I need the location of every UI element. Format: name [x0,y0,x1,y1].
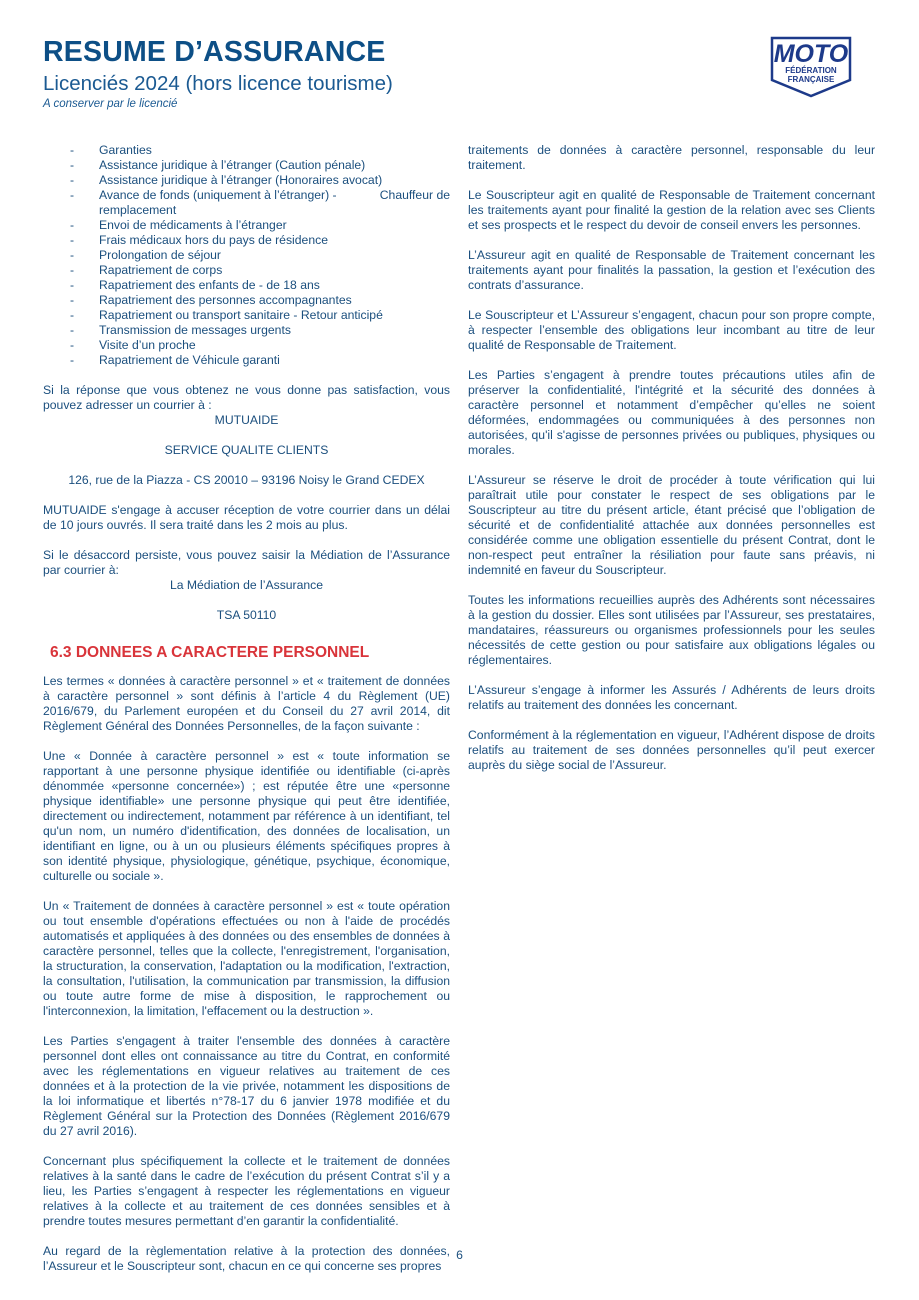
list-item: - Envoi de médicaments à l’étranger [43,218,450,233]
body-paragraph: Une « Donnée à caractère personnel » est « toute information se rapportant à une personne physique identifiée ou identifiable (ci-après dénommée «personne concernée») ; est réputée être une «personne physique identifiable» une personne physique qui peut être identifiée, directement ou indirectement, notamment par référence à un identifiant, tel qu'un nom, un numéro d'identification, des données de localisation, un identifiant en ligne, ou à un ou plusieurs éléments spécifiques propres à son identité physique, physiologique, génétique, psychique, économique, culturelle ou sociale ». [43,749,450,883]
address-line: SERVICE QUALITE CLIENTS [164,443,329,457]
body-paragraph: Au regard de la règlementation relative à la protection des données, l’Assureur et le Souscripteur sont, chacun en ce qui concerne ses propres [43,1244,450,1273]
list-item [43,188,450,218]
list-item: - Prolongation de séjour [43,248,450,263]
right-column [468,143,875,788]
list-item: - Garanties [43,143,450,158]
list-item: - Assistance juridique à l’étranger (Honoraires avocat) [43,173,450,188]
keep-note: A conserver par le licencié [43,98,178,110]
logo-line2-text: FRANÇAISE [787,75,835,84]
section-title: 6.3 DONNEES A CARACTERE PERSONNEL [50,644,370,661]
body-paragraph: Toutes les informations recueillies auprès des Adhérents sont nécessaires à la gestion du dossier. Elles sont utilisées par l’Assureur, ses prestataires, mandataires, réassureurs ou organismes professionnels pour les seules nécessités de cette gestion ou pour satisfaire aux obligations légales ou réglementaires. [468,593,875,667]
list-item: - Rapatriement de corps [43,263,450,278]
list-item: - Visite d’un proche [43,338,450,353]
list-item: - Transmission de messages urgents [43,323,450,338]
document-title: RESUME D’ASSURANCE [43,36,386,68]
list-item-text-tail: Chauffeur de [379,188,450,202]
logo-line1-text: FÉDÉRATION [785,66,837,75]
page-number: 6 [456,1248,463,1262]
body-paragraph: Le Souscripteur et L’Assureur s’engagent, chacun pour son propre compte, à respecter l’ensemble des obligations leur incombant au titre de leur qualité de Responsable de Traitement. [468,308,875,352]
body-paragraph: Conformément à la réglementation en vigueur, l’Adhérent dispose de droits relatifs au traitement de ses données personnelles qu’il peut exercer auprès du siège social de l’Assureur. [468,728,875,772]
list-item: - Rapatriement des personnes accompagnantes [43,293,450,308]
body-paragraph: Un « Traitement de données à caractère personnel » est « toute opération ou tout ensemble d'opérations effectuées ou non à l'aide de procédés automatisés et appliquées à des données ou des ensembles de données à caractère personnel, telles que la collecte, l'enregistrement, l'organisation, la structuration, la conservation, l'adaptation ou la modification, l'extraction, la consultation, l'utilisation, la communication par transmission, la diffusion ou toute autre forme de mise à disposition, le rapprochement ou l'interconnexion, la limitation, l'effacement ou la destruction ». [43,899,450,1018]
document-subtitle: Licenciés 2024 (hors licence tourisme) [43,72,393,95]
body-paragraph: Le Souscripteur agit en qualité de Responsable de Traitement concernant les traitements ayant pour finalité la gestion de la relation avec ses Clients et ses prospects et le respect du devoir de conseil envers les personnes. [468,188,875,232]
ffm-moto-logo-icon [766,36,856,98]
list-item: - Rapatriement de Véhicule garanti [43,353,450,368]
list-item: - Assistance juridique à l’étranger (Caution pénale) [43,158,450,173]
body-paragraph: Les Parties s’engagent à prendre toutes précautions utiles afin de préserver la confidentialité, l'intégrité et la sécurité des données à caractère personnel et notamment d’empêcher qu’elles ne soient déformées, endommagées ou communiquées à des personnes non autorisées, qu'il s'agisse de personnes privées ou publiques, physiques ou morales. [468,368,875,457]
list-item: - Rapatriement ou transport sanitaire - Retour anticipé [43,308,450,323]
list-item-text: - Avance de fonds (uniquement à l’étranger) - [99,188,337,202]
mediation-address-line: La Médiation de l’Assurance [169,578,324,592]
acknowledgement-paragraph: MUTUAIDE s'engage à accuser réception de votre courrier dans un délai de 10 jours ouvrés. Il sera traité dans les 2 mois au plus. [43,503,450,532]
address-line: MUTUAIDE [214,413,279,427]
body-paragraph: Les Parties s'engagent à traiter l'ensemble des données à caractère personnel dont elles ont connaissance au titre du Contrat, en conformité avec les réglementations en vigueur relatives au traitement de ces données et à la protection de la vie privée, notamment les dispositions de la loi informatique et libertés n°78-17 du 6 janvier 1978 modifiée et du Règlement Général sur la Protection des Données (Règlement 2016/679 du 27 avril 2016). [43,1034,450,1138]
guarantees-list [43,143,450,368]
disagreement-paragraph: Si le désaccord persiste, vous pouvez saisir la Médiation de l’Assurance par courrier à: [43,548,450,577]
body-paragraph: traitements de données à caractère personnel, responsable du leur traitement. [468,143,875,172]
left-column [43,143,450,1289]
satisfaction-paragraph: Si la réponse que vous obtenez ne vous donne pas satisfaction, vous pouvez adresser un courrier à : [43,383,450,412]
body-paragraph: Les termes « données à caractère personnel » et « traitement de données à caractère personnel » sont définis à l’article 4 du Règlement (UE) 2016/679, du Parlement européen et du Conseil du 27 avril 2014, dit Règlement Général des Données Personnelles, de la façon suivante : [43,674,450,733]
list-item: - Rapatriement des enfants de - de 18 ans [43,278,450,293]
list-item: - Frais médicaux hors du pays de résidence [43,233,450,248]
list-item-text-cont: remplacement [99,203,177,217]
logo-main-text: MOTO [773,40,849,68]
address-line: 126, rue de la Piazza - CS 20010 – 93196 Noisy le Grand CEDEX [68,473,425,487]
body-paragraph: Concernant plus spécifiquement la collecte et le traitement de données relatives à la santé dans le cadre de l’exécution du présent Contrat s’il y a lieu, les Parties s’engagent à respecter les réglementations en vigueur relatives à la collecte et au traitement de ces données sensibles et à prendre toutes mesures permettant d’en garantir la confidentialité. [43,1154,450,1228]
mediation-address-line: TSA 50110 [216,608,277,622]
body-paragraph: L’Assureur agit en qualité de Responsable de Traitement concernant les traitements ayant pour finalités la passation, la gestion et l’exécution des contrats d’assurance. [468,248,875,292]
body-paragraph: L’Assureur s’engage à informer les Assurés / Adhérents de leurs droits relatifs au traitement des données les concernant. [468,683,875,712]
body-paragraph: L’Assureur se réserve le droit de procéder à toute vérification qui lui paraîtrait utile pour constater le respect de ses obligations par le Souscripteur au titre du présent article, étant précisé que l’obligation de sécurité et de confidentialité attachée aux données personnelles est considérée comme une obligation essentielle du présent Contrat, dont le non-respect peut entraîner la résiliation pour faute sans préavis, ni indemnité en faveur du Souscripteur. [468,473,875,577]
